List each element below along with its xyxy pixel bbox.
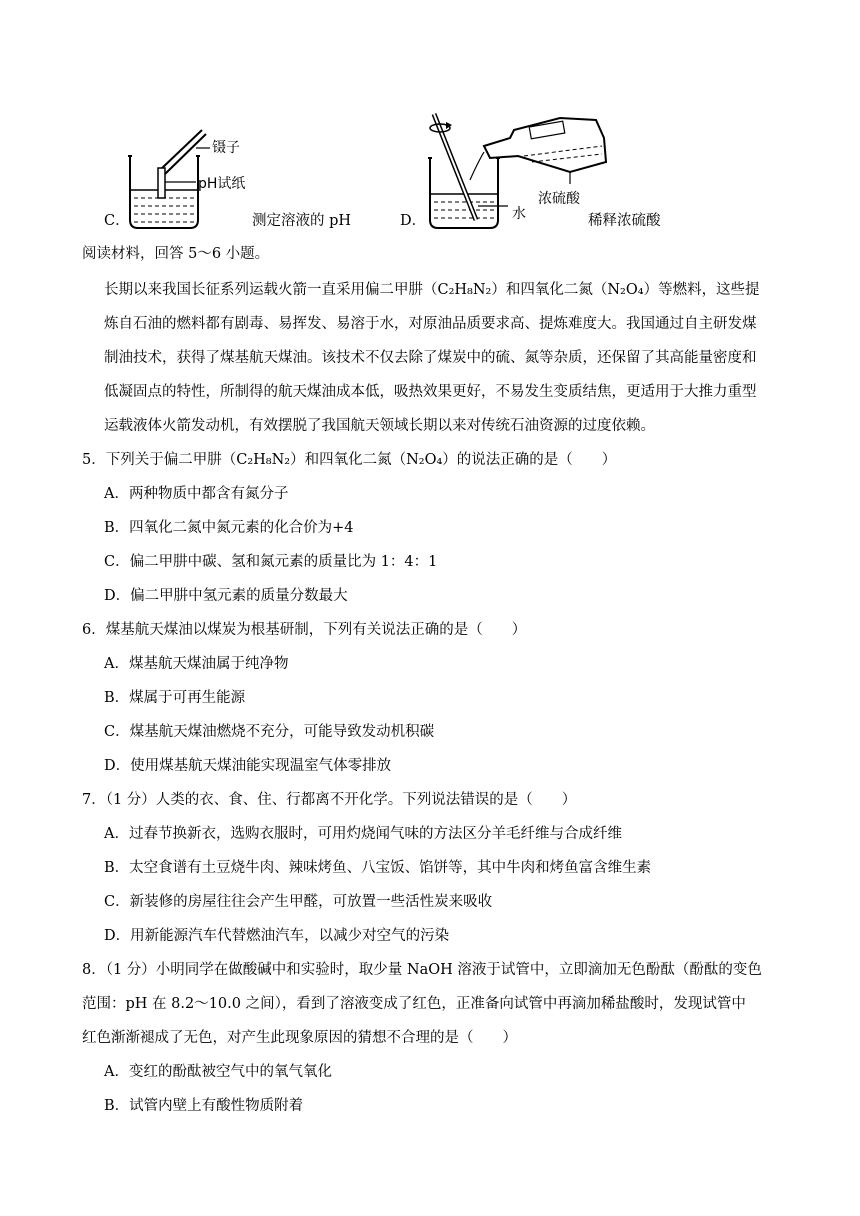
ph-paper-label: pH试纸 (198, 176, 246, 192)
option-d-label: D． (400, 213, 427, 229)
question-6-stem: 6．煤基航天煤油以煤炭为根基研制，下列有关说法正确的是（ ） (82, 622, 527, 638)
question-5-option-c: C．偏二甲肼中碳、氢和氮元素的质量比为 1：4：1 (104, 554, 438, 570)
question-6-option-c: C．煤基航天煤油燃烧不充分，可能导致发动机积碳 (104, 724, 435, 740)
question-5-stem: 5．下列关于偏二甲肼（C₂H₈N₂）和四氧化二氮（N₂O₄）的说法正确的是（ ） (82, 452, 617, 468)
reading-intro: 阅读材料，回答 5～6 小题。 (82, 246, 270, 262)
question-8-stem-cont: 红色渐渐褪成了无色，对产生此现象原因的猜想不合理的是（ ） (82, 1030, 517, 1046)
passage-line: 运载液体火箭发动机，有效摆脱了我国航天领域长期以来对传统石油资源的过度依赖。 (104, 418, 655, 434)
question-7-stem: 7．（1 分）人类的衣、食、住、行都离不开化学。下列说法错误的是（ ） (82, 792, 577, 808)
option-c-caption: 测定溶液的 pH (252, 213, 352, 229)
question-7-option-b: B．太空食谱有土豆烧牛肉、辣味烤鱼、八宝饭、馅饼等，其中牛肉和烤鱼富含维生素 (104, 860, 652, 876)
passage-line: 长期以来我国长征系列运载火箭一直采用偏二甲肼（C₂H₈N₂）和四氧化二氮（N₂O₄）等燃料，这些提 (104, 282, 760, 298)
question-7-option-c: C．新装修的房屋往往会产生甲醛，可放置一些活性炭来吸收 (104, 894, 493, 910)
passage-line: 低凝固点的特性，所制得的航天煤油成本低，吸热效果更好，不易发生变质结焦，更适用于大推力重型 (104, 384, 757, 400)
tweezers-label: 镊子 (212, 140, 240, 156)
question-7-option-d: D．用新能源汽车代替燃油汽车，以减少对空气的污染 (104, 928, 450, 944)
option-d-caption: 稀释浓硫酸 (588, 213, 661, 229)
question-6-option-a: A．煤基航天煤油属于纯净物 (104, 656, 289, 672)
passage-line: 炼自石油的燃料都有剧毒、易挥发、易溶于水，对原油品质要求高、提炼难度大。我国通过自主研发煤 (104, 316, 757, 332)
question-5-option-b: B．四氧化二氮中氮元素的化合价为+4 (104, 520, 354, 536)
question-8-option-a: A．变红的酚酞被空气中的氧气氧化 (104, 1064, 332, 1080)
question-6-option-b: B．煤属于可再生能源 (104, 690, 246, 706)
question-7-option-a: A．过春节换新衣，选购衣服时，可用灼烧闻气味的方法区分羊毛纤维与合成纤维 (104, 826, 622, 842)
option-c-label: C． (104, 213, 130, 229)
concentrated-acid-label: 浓硫酸 (538, 191, 580, 207)
question-8-stem-cont: 范围：pH 在 8.2～10.0 之间），看到了溶液变成了红色，正准备向试管中再滴加稀盐酸时，发现试管中 (82, 996, 746, 1012)
question-5-option-a: A．两种物质中都含有氮分子 (104, 486, 289, 502)
question-8-option-b: B．试管内壁上有酸性物质附着 (104, 1098, 304, 1114)
water-label: 水 (512, 206, 526, 222)
question-5-option-d: D．偏二甲肼中氢元素的质量分数最大 (104, 588, 348, 604)
question-8-stem: 8．（1 分）小明同学在做酸碱中和实验时，取少量 NaOH 溶液于试管中，立即滴加无色酚酞（酚酞的变色 (82, 962, 762, 978)
passage-line: 制油技术，获得了煤基航天煤油。该技术不仅去除了煤炭中的硫、氮等杂质，还保留了其高能量密度和 (104, 350, 757, 366)
question-6-option-d: D．使用煤基航天煤油能实现温室气体零排放 (104, 758, 392, 774)
